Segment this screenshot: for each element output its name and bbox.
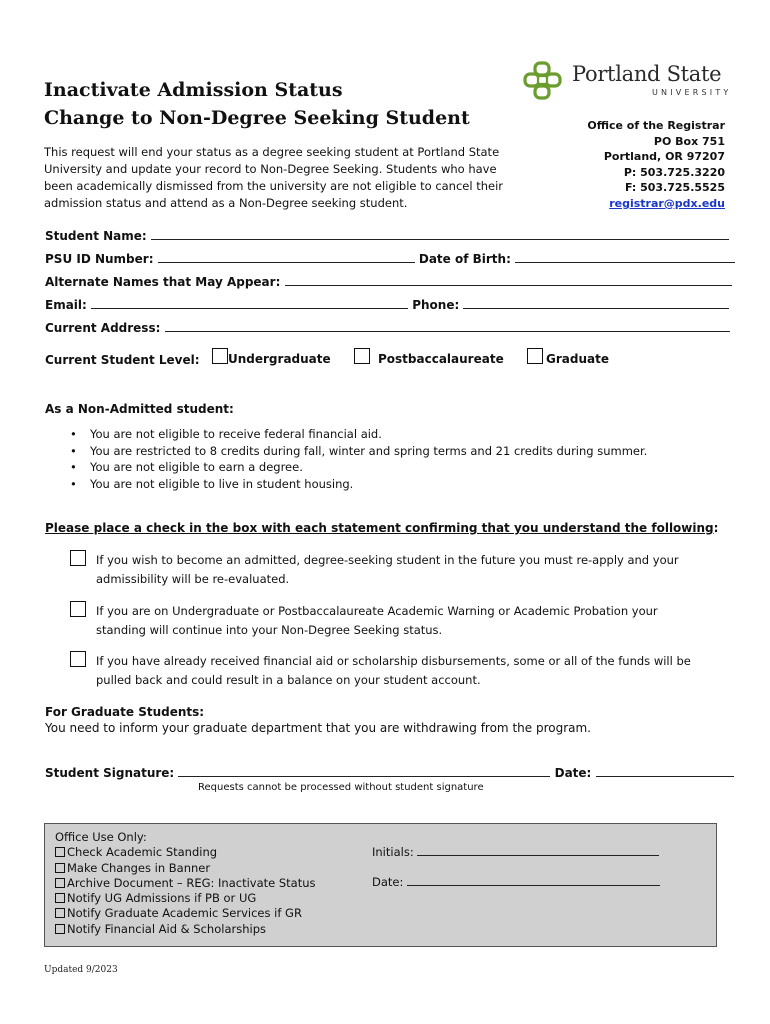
logo-university: UNIVERSITY xyxy=(652,88,732,97)
undergraduate-label: Undergraduate xyxy=(228,352,331,366)
address-label: Current Address: xyxy=(45,321,161,335)
office-item-label: Notify Graduate Academic Services if GR xyxy=(67,906,302,921)
office-checkbox[interactable] xyxy=(55,847,65,857)
signature-date-field[interactable] xyxy=(596,765,734,777)
office-use-heading: Office Use Only: xyxy=(55,830,147,844)
dob-label: Date of Birth: xyxy=(418,252,511,266)
registrar-office: Office of the Registrar xyxy=(587,119,725,132)
level-label: Current Student Level: xyxy=(45,353,200,367)
statement-1-line-2: admissibility will be re-evaluated. xyxy=(96,572,290,586)
office-use-box xyxy=(44,823,717,947)
student-name-field[interactable] xyxy=(151,228,729,240)
non-admitted-heading: As a Non-Admitted student: xyxy=(45,402,234,416)
postbac-checkbox[interactable] xyxy=(354,348,370,364)
confirm-heading-colon: : xyxy=(713,521,719,535)
statement-2-checkbox[interactable] xyxy=(70,601,86,617)
psu-id-field[interactable] xyxy=(158,251,415,263)
list-item: • You are not eligible to live in student housing. xyxy=(70,476,647,493)
title-line-1: Inactivate Admission Status xyxy=(44,79,343,101)
form-title xyxy=(44,76,470,132)
office-date-field[interactable] xyxy=(407,875,660,886)
office-date-row xyxy=(372,875,660,890)
statement-3 xyxy=(70,651,710,690)
level-option-undergraduate[interactable] xyxy=(212,348,331,366)
dob-field[interactable] xyxy=(515,251,735,263)
office-item-label: Notify Financial Aid & Scholarships xyxy=(67,921,266,936)
office-item-label: Notify UG Admissions if PB or UG xyxy=(67,891,257,906)
list-item: • You are not eligible to receive federal financial aid. xyxy=(70,426,647,443)
statement-2-line-2: standing will continue into your Non-Degree Seeking status. xyxy=(96,623,443,637)
office-initials-row xyxy=(372,845,659,860)
address-field[interactable] xyxy=(165,320,730,332)
graduate-label: Graduate xyxy=(546,352,609,366)
psu-id-label: PSU ID Number: xyxy=(45,252,154,266)
email-phone-row xyxy=(45,297,729,312)
level-option-graduate[interactable] xyxy=(527,348,609,366)
alt-names-field[interactable] xyxy=(285,274,732,286)
statement-1 xyxy=(70,550,710,589)
office-item-label: Archive Document – REG: Inactivate Status xyxy=(67,875,316,890)
undergraduate-checkbox[interactable] xyxy=(212,348,228,364)
office-checkbox[interactable] xyxy=(55,908,65,918)
office-item xyxy=(55,906,706,921)
statement-1-line-1: If you wish to become an admitted, degree-seeking student in the future you must re-apply and your xyxy=(96,553,679,567)
office-item-label: Make Changes in Banner xyxy=(67,860,211,875)
logo-name: Portland State xyxy=(572,62,722,86)
office-checkbox[interactable] xyxy=(55,863,65,873)
signature-note: Requests cannot be processed without student signature xyxy=(198,782,484,793)
intro-text: This request will end your status as a degree seeking student at Portland State University and update your record to Non-Degree Seeking. Students who have been academically dismissed from the university are not eligible to cancel their admission status and attend as a Non-Degree seeking student. xyxy=(44,145,504,210)
signature-date-label: Date: xyxy=(554,766,592,780)
registrar-box: PO Box 751 xyxy=(653,134,725,148)
statement-3-line-2: pulled back and could result in a balance on your student account. xyxy=(96,673,481,687)
psu-id-row xyxy=(45,251,735,266)
level-option-postbac[interactable] xyxy=(354,348,504,366)
non-admitted-list xyxy=(70,426,647,492)
alt-names-row xyxy=(45,274,732,289)
office-item xyxy=(55,861,706,876)
phone-label: Phone: xyxy=(412,298,460,312)
email-label: Email: xyxy=(45,298,87,312)
registrar-city: Portland, OR 97207 xyxy=(603,150,725,163)
office-date-label: Date: xyxy=(372,875,404,889)
signature-field[interactable] xyxy=(178,765,550,777)
office-checkbox[interactable] xyxy=(55,924,65,934)
statement-2-line-1: If you are on Undergraduate or Postbaccalaureate Academic Warning or Academic Probation your xyxy=(96,604,658,618)
signature-label: Student Signature: xyxy=(45,766,175,780)
updated-note: Updated 9/2023 xyxy=(44,965,118,975)
registrar-fax: F: 503.725.5525 xyxy=(624,181,725,194)
office-item-label: Check Academic Standing xyxy=(67,845,218,860)
office-initials-field[interactable] xyxy=(417,845,659,856)
registrar-phone: P: 503.725.3220 xyxy=(623,165,725,179)
address-row xyxy=(45,320,730,335)
office-checkbox[interactable] xyxy=(55,893,65,903)
psu-logo-icon xyxy=(522,60,564,102)
student-name-row xyxy=(45,228,729,243)
registrar-contact xyxy=(587,118,725,211)
postbac-label: Postbaccalaureate xyxy=(378,352,504,366)
title-line-2: Change to Non-Degree Seeking Student xyxy=(44,107,470,129)
office-checkbox[interactable] xyxy=(55,878,65,888)
list-item: • You are restricted to 8 credits during fall, winter and spring terms and 21 credits during summer. xyxy=(70,443,647,460)
office-initials-label: Initials: xyxy=(372,845,414,859)
graduate-checkbox[interactable] xyxy=(527,348,543,364)
office-item xyxy=(55,922,706,937)
statement-1-checkbox[interactable] xyxy=(70,550,86,566)
statement-3-line-1: If you have already received financial aid or scholarship disbursements, some or all of the funds will be xyxy=(96,654,691,668)
alt-names-label: Alternate Names that May Appear: xyxy=(45,275,281,289)
graduate-text: You need to inform your graduate department that you are withdrawing from the program. xyxy=(45,721,591,735)
signature-row xyxy=(45,765,734,780)
registrar-email-link[interactable]: registrar@pdx.edu xyxy=(609,196,725,210)
graduate-heading: For Graduate Students: xyxy=(45,705,205,719)
phone-field[interactable] xyxy=(463,297,729,309)
confirm-heading xyxy=(45,521,718,535)
statement-2 xyxy=(70,601,710,640)
list-item: • You are not eligible to earn a degree. xyxy=(70,459,647,476)
statement-3-checkbox[interactable] xyxy=(70,651,86,667)
student-name-label: Student Name: xyxy=(45,229,147,243)
office-item xyxy=(55,891,706,906)
confirm-heading-text: Please place a check in the box with each statement confirming that you understand the following xyxy=(45,521,714,535)
email-field[interactable] xyxy=(91,297,408,309)
